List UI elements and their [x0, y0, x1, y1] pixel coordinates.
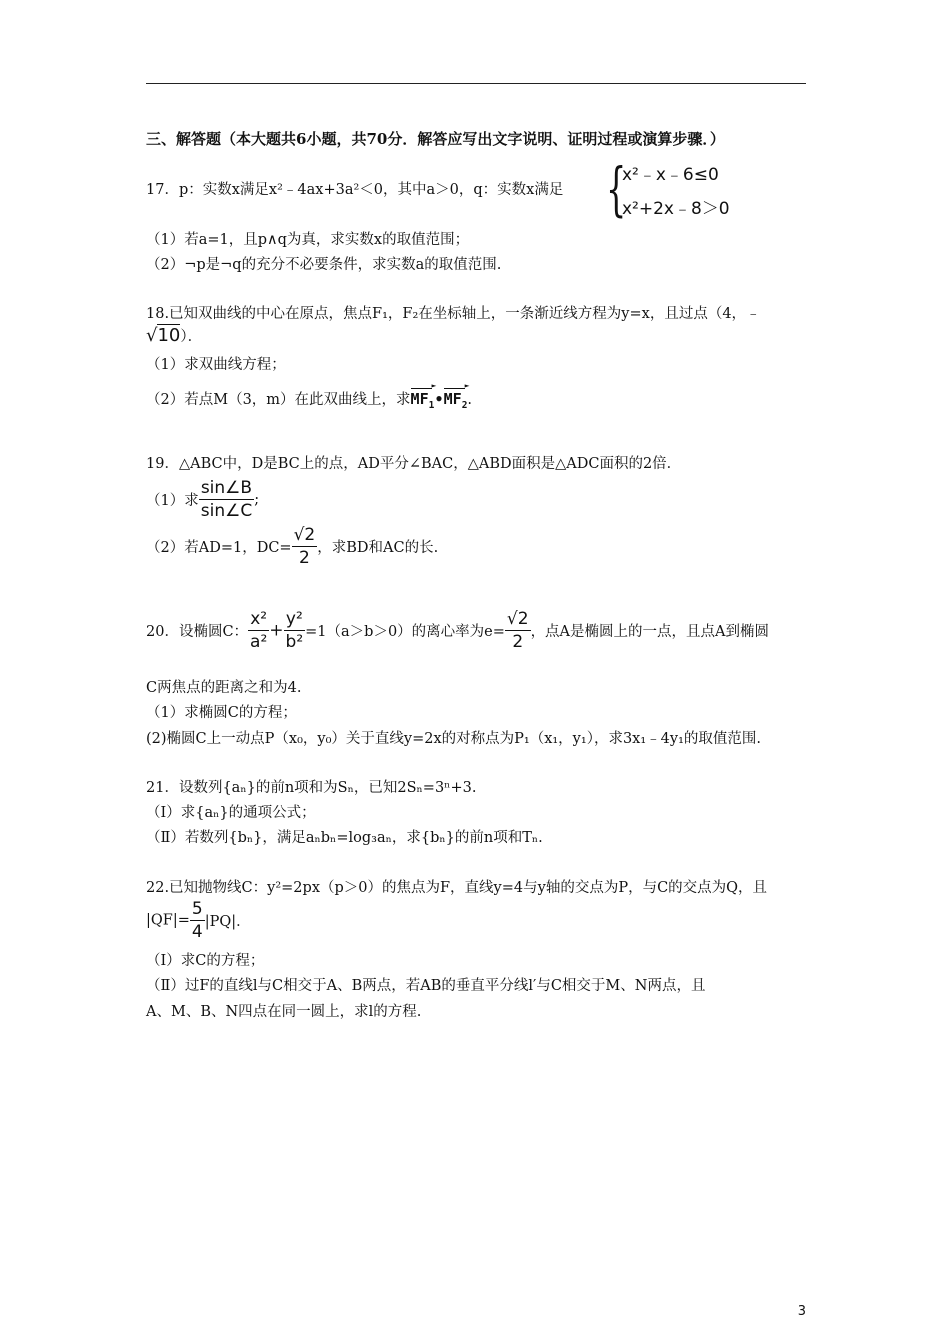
q19-part2-prefix: （2）若AD=1，DC=: [146, 540, 292, 556]
q18-stem-continuation: [146, 325, 202, 346]
q18-stem: 18.已知双曲线的中心在原点，焦点F₁，F₂在坐标轴上，一条渐近线方程为y=x，且过点（4，﹣: [146, 306, 761, 322]
page-number: 3: [797, 1304, 806, 1319]
q19-part1-prefix: （1）求: [146, 493, 199, 509]
q17-system-line1: x²﹣x﹣6≤0: [622, 165, 719, 185]
q20-stem: [146, 608, 769, 653]
q17-part2: （2）¬p是¬q的充分不必要条件，求实数a的取值范围.: [146, 257, 502, 273]
q21-part2: （Ⅱ）若数列{bₙ}，满足aₙbₙ=log₃aₙ，求{bₙ}的前n项和Tₙ.: [146, 830, 543, 846]
q17-stem: 17．p：实数x满足x²﹣4ax+3a²＜0，其中a＞0，q：实数x满足: [146, 182, 564, 198]
q22-line2-prefix: |QF|=: [146, 912, 190, 929]
q17-part1: （1）若a=1，且p∧q为真，求实数x的取值范围；: [146, 232, 470, 248]
q18-part2-suffix: .: [467, 392, 473, 408]
q19-part1-suffix: ;: [254, 491, 260, 508]
q20-suffix: ，点A是椭圆上的一点，且点A到椭圆: [530, 624, 770, 640]
five-quarters-fraction: $\frac{5}{4}$: [191, 899, 203, 942]
q19-part1: [146, 477, 259, 522]
vector-mf2: $MF_2$ ►: [444, 390, 468, 411]
plus-sign: +: [269, 620, 284, 641]
q19-part2: [146, 524, 438, 569]
sin-ratio-fraction: $\frac{\sin\angle B}{\sin\angle C}$: [200, 478, 253, 521]
q20-part1: （1）求椭圆C的方程；: [146, 705, 297, 721]
q22-line2: [146, 898, 251, 943]
q19-stem: 19．△ABC中，D是BC上的点，AD平分∠BAC，△ABD面积是△ADC面积的2倍．: [146, 456, 682, 472]
q22-part2-line1: （Ⅱ）过F的直线l与C相交于A、B两点，若AB的垂直平分线l′与C相交于M、N两点，且: [146, 978, 706, 994]
q17-system-line2: x²+2x﹣8＞0: [622, 199, 730, 219]
q20-line2: C两焦点的距离之和为4.: [146, 680, 302, 696]
q19-part2-suffix: ，求BD和AC的长.: [317, 540, 439, 556]
x2-a2-fraction: $\frac{\text{x²}}{\text{a²}}$: [250, 609, 268, 652]
q21-part1: （Ⅰ）求{aₙ}的通项公式；: [146, 805, 316, 821]
header-rule: [146, 83, 806, 84]
q22-line2-suffix: |PQ|．: [204, 914, 251, 930]
vector-mf1: $MF_1$ ►: [411, 390, 435, 411]
q20-prefix: 20．设椭圆C：: [146, 624, 249, 640]
q20-part2: (2)椭圆C上一动点P（x₀，y₀）关于直线y=2x的对称点为P₁（x₁，y₁），求3x₁﹣4y₁的取值范围.: [146, 731, 761, 747]
q18-part2: （2）若点M（3，m）在此双曲线上，求$MF_1$ $►•MF_2$ ►.: [146, 388, 472, 411]
q21-stem: 21．设数列{aₙ}的前n项和为Sₙ，已知2Sₙ=3ⁿ+3.: [146, 780, 477, 796]
y2-b2-fraction: $\frac{\text{y²}}{\text{b²}}$: [285, 609, 304, 652]
q18-part1: （1）求双曲线方程；: [146, 357, 286, 373]
system-brace: {: [606, 155, 627, 223]
q20-mid: =1（a＞b＞0）的离心率为e=: [305, 624, 505, 640]
eccentricity-fraction: $\frac{√2}{2}$: [506, 609, 529, 652]
q18-part2-prefix: （2）若点M（3，m）在此双曲线上，求: [146, 392, 411, 408]
section-heading: 三、解答题（本大题共6小题，共70分．解答应写出文字说明、证明过程或演算步骤．）: [146, 130, 725, 148]
q18-stem-end: ）．: [180, 329, 203, 345]
sqrt-symbol: √: [146, 325, 158, 346]
dc-fraction: $\frac{√2}{2}$: [293, 525, 316, 568]
q22-part2-line2: A、M、B、N四点在同一圆上，求l的方程.: [146, 1004, 422, 1020]
q18-sqrt-value: 10: [157, 325, 181, 346]
q22-stem: 22.已知抛物线C：y²=2px（p＞0）的焦点为F，直线y=4与y轴的交点为P，与C的交点为Q，且: [146, 880, 768, 896]
q22-part1: （Ⅰ）求C的方程；: [146, 953, 265, 969]
